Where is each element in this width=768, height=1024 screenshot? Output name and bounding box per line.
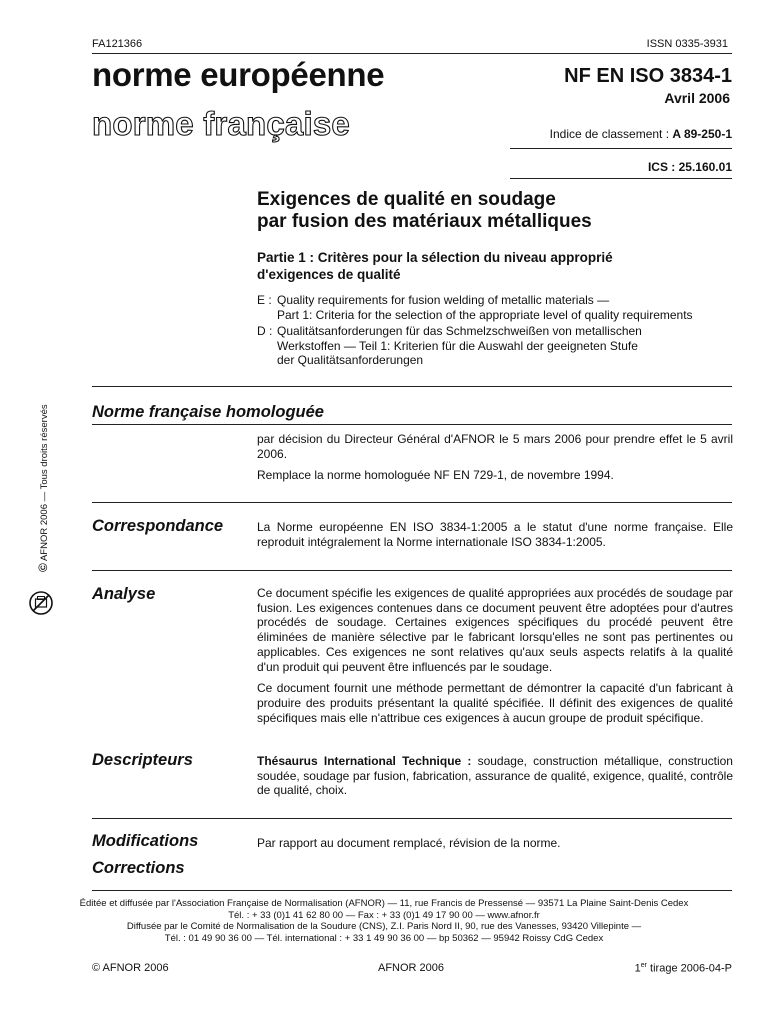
index-rule: [510, 148, 732, 149]
print-run-number: 1: [634, 962, 641, 975]
section-body-homologuee: [257, 432, 733, 490]
copyright-vertical-text: AFNOR 2006 — Tous droits réservés: [39, 404, 50, 562]
translation-german-tag: D :: [257, 324, 273, 338]
document-title: [257, 189, 727, 233]
translation-german: [257, 324, 737, 368]
ics-rule: [510, 178, 732, 179]
section-label-homologuee: Norme française homologuée: [92, 403, 324, 421]
footer-print-run: [635, 962, 732, 975]
homologuee-paragraph-2: Remplace la norme homologuée NF EN 729-1, de novembre 1994.: [257, 468, 614, 483]
correspondance-paragraph-1: La Norme européenne EN ISO 3834-1:2005 a le statut d'une norme française. Elle reproduit intégralement la Norme internationale ISO 3834-1:2005.: [257, 520, 733, 549]
footer-rule: [92, 890, 732, 891]
print-run-ordinal: er: [640, 962, 647, 969]
title-rule: [92, 386, 732, 387]
translation-german-line3: der Qualitätsanforderungen: [277, 353, 424, 367]
reference-code: FA121366: [92, 38, 143, 50]
analyse-paragraph-1: Ce document spécifie les exigences de qualité appropriées aux procédés de soudage par fusion. Les exigences contenues dans ce document peuvent être adoptées pour d'autres procédés de soudage. Certaines exigences spécifiques du procédé peuvent être éliminées de manière sélective par le fabricant lorsqu'elles ne sont pas pertinentes ou applicables. Ces exigences ne sont relatives qu'aux seuls aspects relatifs à la qualité d'un produit qui peuvent être influencés par le soudage.: [257, 586, 733, 674]
translation-english-tag: E :: [257, 293, 272, 307]
modifications-paragraph: Par rapport au document remplacé, révision de la norme.: [257, 836, 561, 850]
copyright-symbol: ©: [36, 563, 50, 572]
classification-index-label: Indice de classement :: [549, 127, 670, 141]
footer-line-2: Tél. : + 33 (0)1 41 62 80 00 — Fax : + 33 (0)1 49 17 90 00 — www.afnor.fr: [228, 909, 540, 921]
section-label-corrections: Corrections: [92, 859, 185, 877]
issn-number: ISSN 0335-3931: [646, 38, 728, 50]
footer-line-4: Tél. : 01 49 90 36 00 — Tél. international : + 33 1 49 90 36 00 — bp 50362 — 95942 Roissy CdG Cedex: [164, 932, 604, 944]
section-rule-analyse: [92, 570, 732, 571]
section-label-correspondance: Correspondance: [92, 517, 224, 535]
copyright-vertical: [36, 404, 50, 572]
section-label-analyse: Analyse: [92, 585, 156, 603]
section-label-modifications: Modifications: [92, 832, 199, 850]
section-body-modifications: [257, 836, 733, 858]
document-title-line1: Exigences de qualité en soudage: [257, 189, 556, 210]
footer-copyright: © AFNOR 2006: [92, 962, 169, 974]
translation-german-line1: Qualitätsanforderungen für das Schmelzschweißen von metallischen: [277, 324, 642, 338]
descripteurs-keywords: soudage, construction métallique, construction soudée, soudage par fusion, fabrication, assurance de qualité, exigence, qualité, contrôle de qualité, choix.: [257, 754, 733, 798]
ics-code: ICS : 25.160.01: [647, 160, 732, 174]
section-body-analyse: [257, 586, 733, 732]
translation-english: [257, 293, 737, 322]
section-label-descripteurs: Descripteurs: [92, 751, 193, 769]
title-norme-francaise: norme française: [92, 105, 350, 142]
print-run-label: tirage 2006-04-P: [647, 962, 732, 975]
homologuee-paragraph-1: par décision du Directeur Général d'AFNOR le 5 mars 2006 pour prendre effet le 5 avril 2006.: [257, 432, 733, 461]
descripteurs-paragraph: [257, 754, 733, 798]
no-photocopy-icon: [28, 590, 54, 616]
translation-english-line2: Part 1: Criteria for the selection of the appropriate level of quality requirements: [277, 307, 693, 322]
document-subtitle-line2: d'exigences de qualité: [257, 267, 401, 282]
descripteurs-thesaurus-label: Thésaurus International Technique :: [257, 754, 472, 768]
title-norme-europeenne: norme européenne: [92, 56, 385, 93]
standard-date: Avril 2006: [664, 90, 730, 106]
publisher-footer: [0, 898, 768, 944]
standard-code: NF EN ISO 3834-1: [564, 65, 732, 87]
document-subtitle-line1: Partie 1 : Critères pour la sélection du niveau approprié: [257, 250, 613, 265]
section-body-descripteurs: [257, 754, 733, 805]
footer-line-1: Éditée et diffusée par l'Association Française de Normalisation (AFNOR) — 11, rue Francis de Pressensé — 93571 La Plaine Saint-Denis Cedex: [79, 898, 689, 909]
header-rule: [92, 53, 732, 54]
document-subtitle: [257, 249, 727, 283]
section-rule-correspondance: [92, 502, 732, 503]
translations: [257, 293, 737, 368]
section-body-correspondance: [257, 520, 733, 556]
translation-english-line1: Quality requirements for fusion welding of metallic materials —: [277, 293, 610, 307]
classification-index: [550, 127, 732, 141]
classification-index-value: A 89-250-1: [672, 127, 732, 141]
translation-german-line2: Werkstoffen — Teil 1: Kriterien für die Auswahl der geeigneten Stufe: [277, 338, 638, 353]
footer-line-3: Diffusée par le Comité de Normalisation de la Soudure (CNS), Z.I. Paris Nord II, 90, rue des Vanesses, 93420 Villepinte —: [126, 921, 642, 932]
footer-center-text: AFNOR 2006: [378, 962, 445, 974]
document-title-line2: par fusion des matériaux métalliques: [257, 211, 592, 232]
section-rule-homologuee: [92, 424, 732, 425]
copyright-sidebar: [18, 380, 68, 640]
analyse-paragraph-2: Ce document fournit une méthode permettant de démontrer la capacité d'un fabricant à produire des produits présentant la qualité spécifiée. Il définit des exigences de qualité spécifiques mais elle n'attribue ces exigences à aucun groupe de produit spécifique.: [257, 681, 733, 725]
section-rule-modifications: [92, 818, 732, 819]
